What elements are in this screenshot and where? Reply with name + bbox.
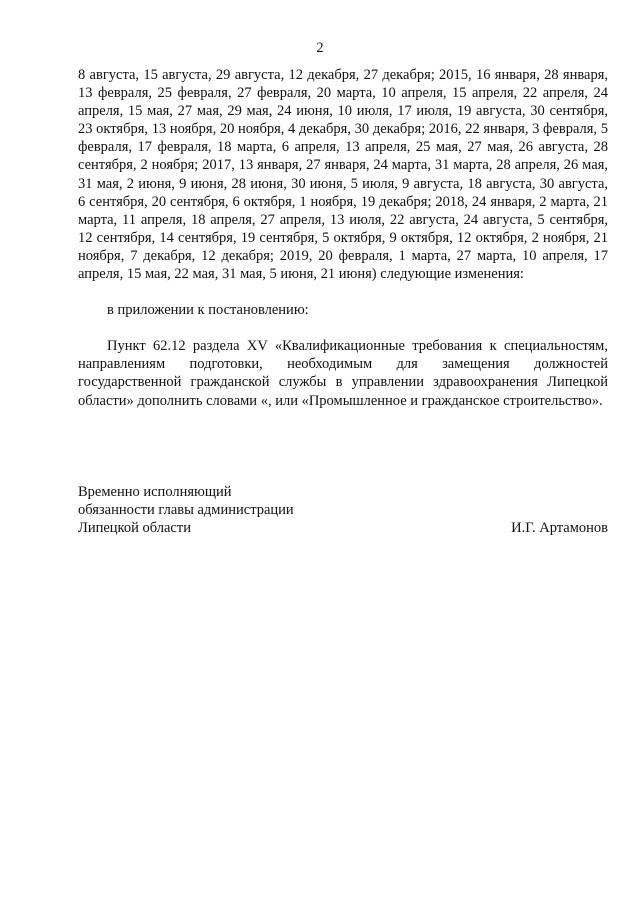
appendix-intro-paragraph: в приложении к постановлению:: [107, 302, 309, 319]
paragraph-spacer: [78, 319, 608, 337]
paragraph-spacer: [78, 283, 608, 301]
signatory-name: И.Г. Артамонов: [511, 520, 608, 537]
document-body: [78, 66, 608, 410]
signature-block: [78, 483, 608, 537]
signatory-title-line-3: Липецкой области: [78, 520, 191, 537]
signatory-title-line-1: Временно исполняющий: [78, 484, 232, 500]
amendment-item-paragraph: Пункт 62.12 раздела XV «Квалификационные требования к специальностям, направлениям подготовки, необходимым для замещения должностей государственной гражданской службы в управлении здравоохранения Липецкой области» дополнить словами «, или «Промышленное и гражданское строительство».: [78, 338, 608, 409]
signatory-title-line-2: обязанности главы администрации: [78, 502, 294, 519]
page-number: 2: [316, 40, 324, 56]
dates-list-paragraph: 8 августа, 15 августа, 29 августа, 12 декабря, 27 декабря; 2015, 16 января, 28 января, 13 февраля, 25 февраля, 27 февраля, 20 марта, 10 апреля, 15 апреля, 22 апреля, 24 апреля, 15 мая, 27 мая, 29 мая, 24 июня, 10 июля, 17 июля, 19 августа, 30 сентября, 23 октября, 13 ноября, 20 ноября, 4 декабря, 30 декабря; 2016, 22 января, 3 февраля, 5 февраля, 17 февраля, 18 марта, 6 апреля, 13 апреля, 25 мая, 27 мая, 26 августа, 28 сентября, 2 ноября; 2017, 13 января, 27 января, 24 марта, 31 марта, 28 апреля, 26 мая, 31 мая, 2 июня, 9 июня, 28 июня, 30 июня, 5 июля, 9 августа, 18 августа, 30 августа, 6 сентября, 20 сентября, 6 октября, 1 ноября, 19 декабря; 2018, 24 января, 2 марта, 21 марта, 11 апреля, 18 апреля, 27 апреля, 13 июля, 22 августа, 24 августа, 5 сентября, 12 сентября, 14 сентября, 19 сентября, 5 октября, 9 октября, 12 октября, 2 ноября, 21 ноября, 7 декабря, 12 декабря; 2019, 20 февраля, 1 марта, 27 марта, 10 апреля, 17 апреля, 15 мая, 22 мая, 31 мая, 5 июня, 21 июня) следующие изменения:: [78, 67, 608, 283]
signatory-final-line: [78, 519, 608, 537]
